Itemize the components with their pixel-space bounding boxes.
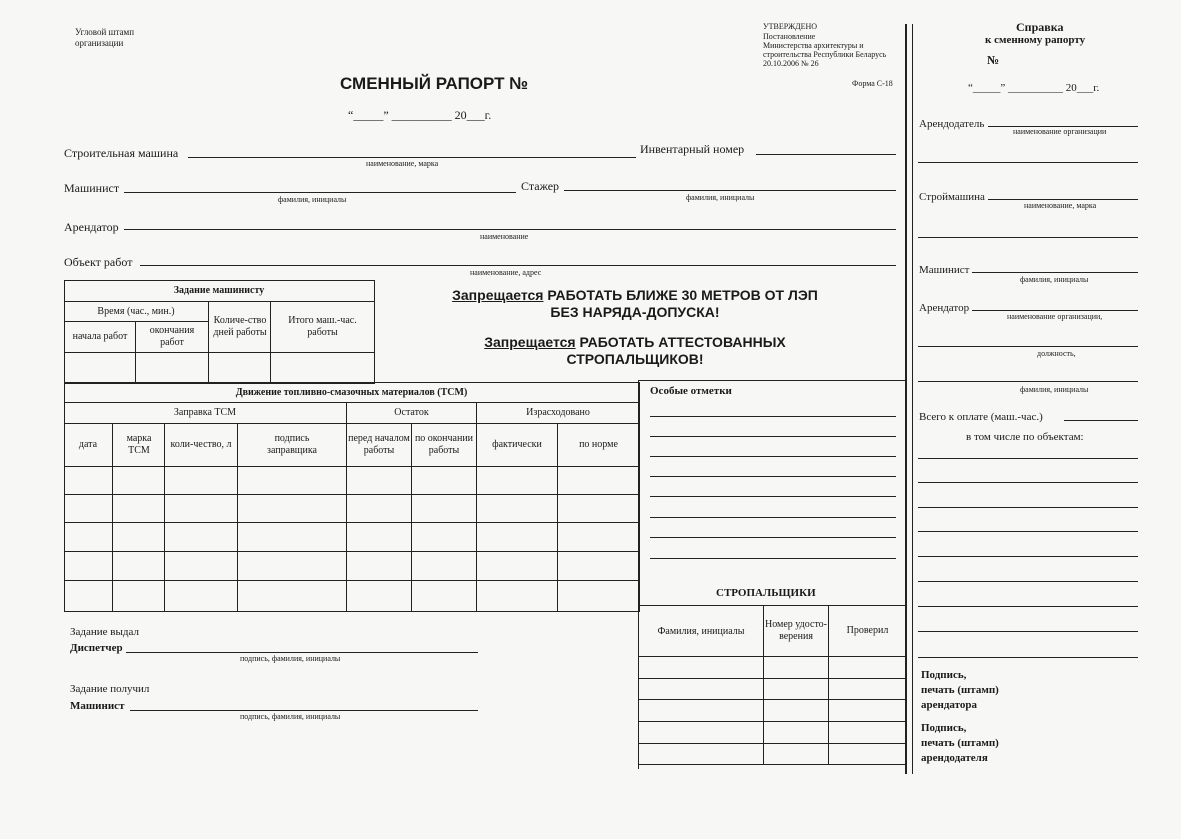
page-title: СМЕННЫЙ РАПОРТ №	[340, 74, 529, 93]
site-label: Объект работ	[64, 255, 133, 269]
cert-subtitle: к сменному рапорту	[985, 34, 1086, 46]
cert-renter-signature-l2: печать (штамп)	[921, 684, 999, 696]
cert-renter-label: Арендатор	[919, 302, 970, 314]
cert-operator-label: Машинист	[919, 264, 970, 276]
slingers-checked-header: Проверил	[846, 625, 889, 636]
receiver-operator-label: Машинист	[70, 700, 125, 712]
cert-lessor-signature-l3: арендодателя	[921, 752, 988, 764]
cert-machine-caption: наименование, марка	[1024, 201, 1097, 210]
dispatcher-caption: подпись, фамилия, инициалы	[240, 654, 341, 663]
warning-slingers-emph: Запрещается	[484, 334, 576, 350]
special-marks-line[interactable]	[650, 416, 896, 417]
operator-label: Машинист	[64, 181, 120, 195]
cert-date-line: “_____” __________ 20___г.	[968, 82, 1100, 94]
cert-machine-label: Строймашина	[919, 191, 985, 203]
cert-title: Справка	[1016, 20, 1064, 34]
approval-line5: 20.10.2006 № 26	[763, 59, 819, 68]
issued-label: Задание выдал	[70, 626, 139, 638]
cert-renter-field[interactable]	[972, 310, 1138, 311]
cert-object-line[interactable]	[918, 458, 1138, 459]
inventory-field[interactable]	[756, 154, 896, 155]
cert-by-objects-label: в том числе по объектам:	[966, 431, 1084, 443]
approval-line2: Постановление	[763, 32, 816, 41]
task-start-header: начала работ	[72, 331, 128, 342]
renter-field[interactable]	[124, 229, 896, 230]
warning-power-lines	[405, 287, 865, 321]
fuel-spent-header: Израсходовано	[526, 407, 590, 418]
cert-position-field[interactable]	[918, 346, 1138, 347]
task-end-header: окончания работ	[149, 325, 195, 348]
trainee-label: Стажер	[521, 179, 560, 193]
cert-object-line[interactable]	[918, 657, 1138, 658]
warning-slingers-line2: СТРОПАЛЬЩИКОВ!	[566, 351, 704, 367]
special-marks-line[interactable]	[650, 476, 896, 477]
slingers-name-header: Фамилия, инициалы	[657, 626, 745, 637]
machine-caption: наименование, марка	[366, 159, 439, 168]
corner-stamp-line1: Угловой штамп	[75, 27, 135, 37]
fuel-brand-header: марка ТСМ	[126, 433, 152, 456]
cert-renter-caption: наименование организации,	[1007, 312, 1103, 321]
fuel-refuel-header: Заправка ТСМ	[173, 407, 237, 418]
cert-lessor-label: Арендодатель	[919, 118, 985, 130]
dispatcher-signature-field[interactable]	[126, 652, 478, 653]
cert-renter-signature-l1: Подпись,	[921, 669, 967, 681]
approval-line1: УТВЕРЖДЕНО	[763, 22, 818, 31]
renter-caption: наименование	[480, 232, 529, 241]
special-marks-line[interactable]	[650, 496, 896, 497]
special-marks-line[interactable]	[650, 436, 896, 437]
cert-name-caption: фамилия, инициалы	[1020, 385, 1089, 394]
cert-number: №	[987, 53, 1000, 67]
fuel-sign-header: подпись заправщика	[267, 433, 317, 456]
cert-position-caption: должность,	[1037, 349, 1076, 358]
cert-lessor-signature-l1: Подпись,	[921, 722, 967, 734]
fuel-date-header: дата	[78, 439, 98, 450]
cert-lessor-caption: наименование организации	[1013, 127, 1107, 136]
form-code: Форма С-18	[852, 79, 893, 88]
task-total-header: Итого маш.-час. работы	[288, 315, 357, 338]
cert-renter-signature	[921, 668, 999, 713]
cert-lessor-signature	[921, 721, 999, 766]
inventory-label: Инвентарный номер	[640, 142, 745, 156]
cert-operator-caption: фамилия, инициалы	[1020, 275, 1089, 284]
slingers-cert-header: Номер удосто-верения	[765, 619, 828, 642]
special-marks-line[interactable]	[650, 558, 896, 559]
special-marks-line[interactable]	[650, 537, 896, 538]
trainee-field[interactable]	[564, 190, 896, 191]
operator-caption: фамилия, инициалы	[278, 195, 347, 204]
site-caption: наименование, адрес	[470, 268, 542, 277]
task-days-header: Количе-ство дней работы	[213, 315, 267, 338]
cert-object-line[interactable]	[918, 631, 1138, 632]
fuel-after-header: по окончании работы	[414, 433, 474, 456]
trainee-caption: фамилия, инициалы	[686, 193, 755, 202]
receiver-caption: подпись, фамилия, инициалы	[240, 712, 341, 721]
slingers-title: СТРОПАЛЬЩИКИ	[716, 587, 816, 599]
fuel-norm-header: по норме	[579, 439, 618, 450]
warning-power-lines-emph: Запрещается	[452, 287, 544, 303]
approval-line4: строительства Республики Беларусь	[763, 50, 887, 59]
cert-lessor-signature-l2: печать (штамп)	[921, 737, 999, 749]
received-label: Задание получил	[70, 683, 150, 695]
cert-object-line[interactable]	[918, 507, 1138, 508]
task-table-title: Задание машинисту	[173, 285, 265, 296]
cert-renter-signature-l3: арендатора	[921, 699, 977, 711]
warning-power-lines-line2: БЕЗ НАРЯДА-ДОПУСКА!	[550, 304, 720, 320]
cert-total-label: Всего к оплате (маш.-час.)	[919, 411, 1043, 423]
cert-name-field[interactable]	[918, 381, 1138, 382]
renter-label: Арендатор	[64, 220, 119, 234]
approval-line3: Министерства архитектуры и	[763, 41, 864, 50]
task-time-header: Время (час., мин.)	[97, 305, 175, 317]
corner-stamp-line2: организации	[75, 38, 124, 48]
warning-power-lines-text: РАБОТАТЬ БЛИЖЕ 30 МЕТРОВ ОТ ЛЭП	[543, 287, 818, 303]
site-field[interactable]	[140, 265, 896, 266]
report-date-line: “_____” __________ 20___г.	[348, 108, 492, 122]
special-marks-label: Особые отметки	[650, 385, 732, 397]
cert-line[interactable]	[918, 237, 1138, 238]
cert-object-line[interactable]	[918, 581, 1138, 582]
cert-line[interactable]	[918, 162, 1138, 163]
cert-object-line[interactable]	[918, 556, 1138, 557]
cert-total-field[interactable]	[1064, 420, 1138, 421]
receiver-signature-field[interactable]	[130, 710, 478, 711]
warning-slingers-text: РАБОТАТЬ АТТЕСТОВАННЫХ	[575, 334, 786, 350]
cert-object-line[interactable]	[918, 482, 1138, 483]
fuel-table-title: Движение топливно-смазочных материалов (ТСМ)	[235, 386, 468, 398]
cert-operator-field[interactable]	[972, 272, 1138, 273]
special-marks-line[interactable]	[650, 517, 896, 518]
fuel-before-header: перед началом работы	[348, 433, 410, 456]
machine-label: Строительная машина	[64, 146, 179, 160]
cert-object-line[interactable]	[918, 606, 1138, 607]
operator-field[interactable]	[124, 192, 516, 193]
fuel-balance-header: Остаток	[394, 407, 429, 418]
machine-field[interactable]	[188, 157, 636, 158]
special-marks-line[interactable]	[650, 456, 896, 457]
cert-machine-field[interactable]	[988, 199, 1138, 200]
warning-slingers	[405, 334, 865, 368]
dispatcher-label: Диспетчер	[70, 642, 123, 654]
cert-object-line[interactable]	[918, 531, 1138, 532]
section-divider	[905, 24, 907, 774]
fuel-qty-header: коли-чество, л	[170, 439, 232, 450]
fuel-actual-header: фактически	[492, 439, 542, 450]
